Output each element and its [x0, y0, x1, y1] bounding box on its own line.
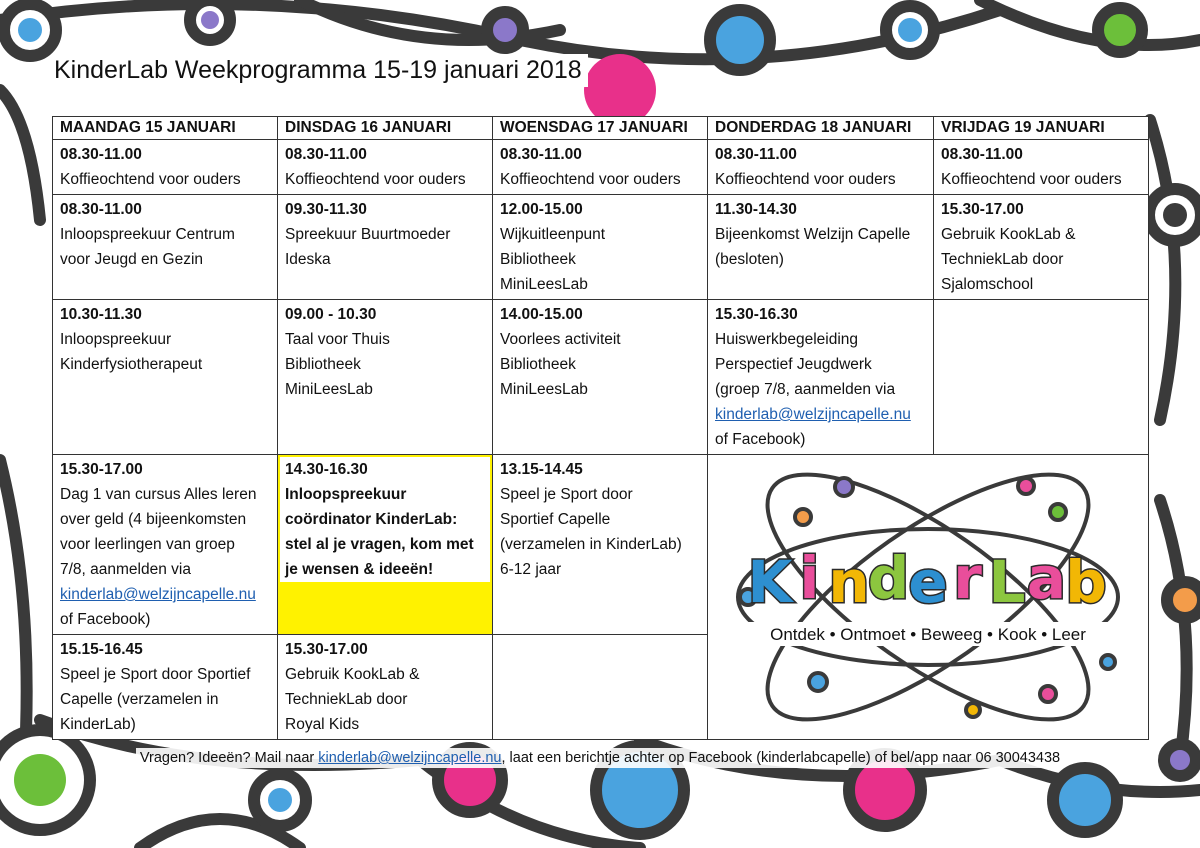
- activity-cell: [934, 195, 1149, 300]
- activity-description: Huiswerkbegeleiding Perspectief Jeugdwerk (groep 7/8, aanmelden via: [715, 331, 896, 398]
- activity-description: Koffieochtend voor ouders: [60, 171, 241, 188]
- contact-footer: [0, 750, 1200, 766]
- activity-time: 10.30-11.30: [60, 306, 142, 323]
- day-header-maandag: MAANDAG 15 JANUARI: [53, 117, 278, 140]
- activity-description-end: of Facebook): [715, 431, 806, 448]
- activity-time: 08.30-11.00: [60, 201, 142, 218]
- activity-time: 08.30-11.00: [941, 146, 1023, 163]
- day-header-donderdag: DONDERDAG 18 JANUARI: [708, 117, 934, 140]
- day-header-vrijdag: VRIJDAG 19 JANUARI: [934, 117, 1149, 140]
- logo-wordmark: [748, 544, 1107, 616]
- activity-time: 08.30-11.00: [715, 146, 797, 163]
- logo-letter: L: [988, 548, 1026, 616]
- activity-description: Inloopspreekuur Centrum voor Jeugd en Gezin: [60, 226, 235, 268]
- activity-cell: [708, 300, 934, 455]
- activity-cell: [493, 140, 708, 195]
- day-header-dinsdag: DINSDAG 16 JANUARI: [278, 117, 493, 140]
- logo-letter: K: [747, 548, 793, 616]
- activity-time: 11.30-14.30: [715, 201, 797, 218]
- activity-cell: [53, 300, 278, 455]
- activity-cell: [53, 635, 278, 740]
- footer-email-link[interactable]: kinderlab@welzijncapelle.nu: [318, 750, 502, 766]
- logo-letter: d: [867, 544, 910, 612]
- activity-time: 08.30-11.00: [285, 146, 367, 163]
- table-row: [53, 195, 1149, 300]
- activity-cell: [278, 140, 493, 195]
- activity-cell: [53, 140, 278, 195]
- table-row: [53, 455, 1149, 635]
- logo-letter: r: [953, 544, 982, 612]
- activity-description: Gebruik KookLab & TechniekLab door Royal Kids: [285, 666, 420, 733]
- activity-time: 08.30-11.00: [60, 146, 142, 163]
- activity-description: Spreekuur Buurtmoeder Ideska: [285, 226, 451, 268]
- activity-cell: [278, 195, 493, 300]
- empty-cell: [934, 300, 1149, 455]
- activity-cell: [493, 195, 708, 300]
- activity-time: 15.30-17.00: [941, 201, 1024, 218]
- activity-cell: [278, 300, 493, 455]
- logo-letter: e: [908, 548, 948, 616]
- logo-letter: i: [799, 544, 820, 612]
- activity-cell: [493, 455, 708, 635]
- activity-description-end: of Facebook): [60, 611, 151, 628]
- activity-description: Taal voor Thuis Bibliotheek MiniLeesLab: [285, 331, 390, 398]
- activity-time: 12.00-15.00: [500, 201, 583, 218]
- activity-description: Gebruik KookLab & TechniekLab door Sjalomschool: [941, 226, 1076, 293]
- page-title: KinderLab Weekprogramma 15-19 januari 2018: [54, 54, 588, 87]
- activity-time: 09.30-11.30: [285, 201, 367, 218]
- activity-time: 15.30-16.30: [715, 306, 798, 323]
- activity-description: Inloopspreekuur coördinator KinderLab: stel al je vragen, kom met je wensen & ideeën!: [285, 486, 474, 578]
- activity-description: Koffieochtend voor ouders: [285, 171, 466, 188]
- activity-time: 08.30-11.00: [500, 146, 582, 163]
- activity-description: Inloopspreekuur Kinderfysiotherapeut: [60, 331, 203, 373]
- activity-time: 15.30-17.00: [285, 641, 368, 658]
- activity-time: 15.30-17.00: [60, 461, 143, 478]
- activity-cell: [278, 635, 493, 740]
- logo-electron: [966, 703, 980, 717]
- activity-description: Koffieochtend voor ouders: [500, 171, 681, 188]
- footer-text-end: , laat een berichtje achter op Facebook (kinderlabcapelle) of bel/app naar 06 30043438: [501, 750, 1061, 766]
- activity-description: Bijeenkomst Welzijn Capelle (besloten): [715, 226, 911, 268]
- activity-cell: [708, 195, 934, 300]
- week-schedule-table: [52, 116, 1149, 740]
- activity-description: Koffieochtend voor ouders: [941, 171, 1122, 188]
- activity-cell: [53, 455, 278, 635]
- activity-description: Wijkuitleenpunt Bibliotheek MiniLeesLab: [500, 226, 606, 293]
- activity-time: 14.00-15.00: [500, 306, 583, 323]
- activity-description: Voorlees activiteit Bibliotheek MiniLeesLab: [500, 331, 621, 398]
- logo-cell: [708, 455, 1149, 740]
- kinderlab-logo: [708, 462, 1148, 732]
- table-row: [53, 300, 1149, 455]
- activity-time: 14.30-16.30: [285, 461, 368, 478]
- logo-tagline: Ontdek • Ontmoet • Beweeg • Kook • Leer: [770, 625, 1086, 644]
- activity-cell: [934, 140, 1149, 195]
- empty-cell: [493, 635, 708, 740]
- logo-electron: [835, 478, 853, 496]
- header-row: [53, 117, 1149, 140]
- logo-electron: [809, 673, 827, 691]
- highlighted-activity-cell: [278, 455, 493, 635]
- logo-letter: b: [1065, 548, 1107, 616]
- logo-letter: a: [1026, 544, 1067, 612]
- logo-electron: [1050, 504, 1066, 520]
- day-header-woensdag: WOENSDAG 17 JANUARI: [493, 117, 708, 140]
- activity-time: 13.15-14.45: [500, 461, 583, 478]
- activity-description: Dag 1 van cursus Alles leren over geld (4 bijeenkomsten voor leerlingen van groep 7/8, aanmelden via: [60, 486, 257, 578]
- logo-electron: [1101, 655, 1115, 669]
- activity-description: Speel je Sport door Sportief Capelle (verzamelen in KinderLab): [60, 666, 251, 733]
- logo-electron: [1040, 686, 1056, 702]
- activity-cell: [493, 300, 708, 455]
- logo-letter: n: [828, 548, 870, 616]
- email-link[interactable]: kinderlab@welzijncapelle.nu: [60, 586, 256, 603]
- email-link[interactable]: kinderlab@welzijncapelle.nu: [715, 406, 911, 423]
- footer-text: Vragen? Ideeën? Mail naar: [139, 750, 319, 766]
- activity-description: Koffieochtend voor ouders: [715, 171, 896, 188]
- activity-time: 09.00 - 10.30: [285, 306, 377, 323]
- activity-description: Speel je Sport door Sportief Capelle (verzamelen in KinderLab) 6-12 jaar: [500, 486, 682, 578]
- activity-cell: [708, 140, 934, 195]
- activity-time: 15.15-16.45: [60, 641, 143, 658]
- activity-cell: [53, 195, 278, 300]
- logo-electron: [795, 509, 811, 525]
- table-row: [53, 140, 1149, 195]
- logo-electron: [1018, 478, 1034, 494]
